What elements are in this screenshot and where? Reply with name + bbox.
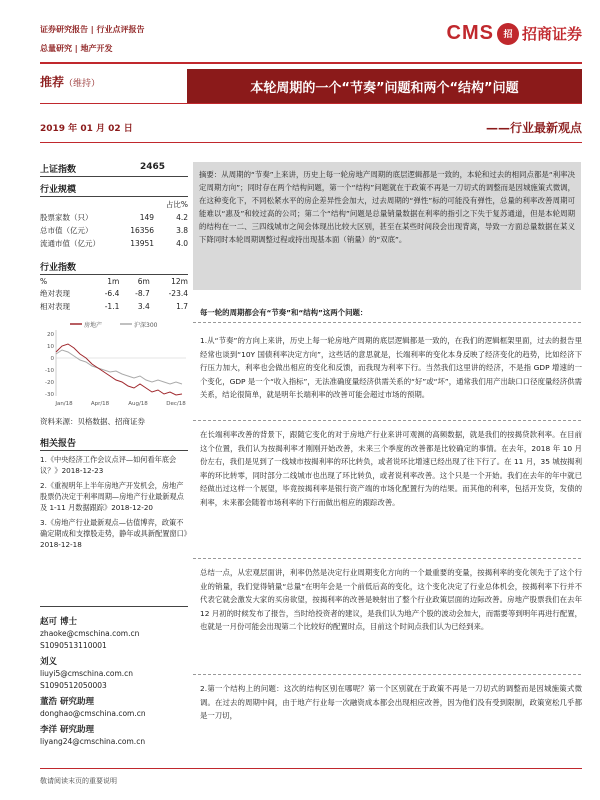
divider: [40, 450, 188, 451]
dashed-divider: [193, 322, 581, 323]
x-tick: Dec/18: [166, 401, 186, 407]
index-title: 行业指数: [40, 263, 77, 273]
analyst-email[interactable]: zhaoke@cmschina.com.cn: [40, 629, 140, 638]
related-report[interactable]: 1.《中央经济工作会议点评—如何看年底会议？》2018-12-23: [40, 455, 177, 475]
analyst-block: [40, 616, 188, 748]
scale-title: 行业规模: [40, 185, 77, 195]
y-tick: -30: [45, 392, 54, 398]
x-tick: Apr/18: [90, 401, 110, 407]
legend-realestate: 房地产: [84, 322, 103, 329]
analyst-email[interactable]: liuyi5@cmschina.com.cn: [40, 669, 134, 678]
paragraph-1: 1.从“节奏”的方向上来讲，历史上每一轮房地产周期的底层逻辑都是一致的，在我们的逻辑框架里面，过去的报告里经常也谈到“10Y 国债利率决定方向”，这些话的意思就是，长端利率的变化本身反映了经济变化的趋势，比如经济下行压力加大，利率也会做出相应的变化和反馈，而我现为利率下行。当然我们这里讲的经济，不是指 GDP 增速的一个变化，GDP 是一个“收入指标”，无法准确度量经济供需关系的“好”或“坏”，通常我们用产出缺口口径度量经济供需关系，结论很简单，就是明年长端利率的改善可能会超过市场的预期。: [200, 336, 582, 400]
cms-logo: [447, 22, 582, 45]
dashed-divider: [193, 420, 581, 421]
related-report[interactable]: 2.《重视明年上半年房地产开发机会，房地产股票仍决定于利率周期—房地产行业最新观点及 1-11 月数据跟踪》2018-12-20: [40, 481, 184, 512]
title-rule: [40, 103, 582, 104]
paragraph-4: 2.第一个结构上的问题：这次的结构区别在哪呢？第一个区别就在于政策不再是一刀切式的调整而是因城施策式微调。在过去的周期中间，由于地产行业每一次融资成本都会出现相应改善，因为他们没有受到限制，政策宽松几乎都是一刀切，: [200, 684, 582, 721]
realestate-line: [56, 344, 182, 395]
divider: [40, 196, 188, 197]
index-table: % 1m 6m 12m 绝对表现 -6.4 -8.7 -23.4 相对表现 -1.1 3.4 1.7: [40, 277, 188, 311]
chart-source: 资料来源：贝格数据、招商证券: [40, 417, 145, 426]
related-title: 相关报告: [40, 439, 77, 449]
logo-cn: 招商证券: [521, 25, 582, 43]
logo-badge-icon: 招: [497, 23, 519, 45]
y-tick: 20: [47, 332, 54, 338]
analyst-name: 李洋 研究助理: [40, 725, 94, 735]
divider: [40, 176, 188, 177]
x-tick: Aug/18: [128, 401, 148, 407]
analyst-email[interactable]: donghao@cmschina.com.cn: [40, 709, 146, 718]
question-heading: 每一轮的周期都会有“节奏”和“结构”这两个问题：: [200, 308, 368, 317]
analyst-id: S1090513110001: [40, 641, 107, 650]
divider: [40, 606, 188, 607]
header-rule: [40, 62, 582, 64]
y-tick: 10: [47, 344, 54, 350]
x-tick: Jan/18: [55, 401, 73, 407]
rating: 推荐（维持）: [40, 75, 101, 89]
hs300-line: [56, 350, 182, 384]
analyst-name: 赵可 博士: [40, 617, 77, 627]
related-report[interactable]: 3.《房地产行业最新观点—估值博弈，政策不确定期成和支撑股走势，静年或具新配置窗口》2018-12-18: [40, 518, 188, 549]
related-list: [40, 454, 188, 550]
dashed-divider: [193, 558, 581, 559]
y-tick: -10: [45, 368, 54, 374]
index-row: 上证指数 2465: [40, 162, 166, 175]
report-type: 证券研究报告 | 行业点评报告: [40, 25, 145, 34]
divider: [40, 274, 188, 275]
analyst-id: S1090512050003: [40, 681, 107, 690]
analyst-name: 董浩 研究助理: [40, 697, 94, 707]
y-tick: 0: [50, 356, 54, 362]
paragraph-3: 总结一点，从宏观层面讲，利率仍然是决定行业周期变化方向的一个最重要的变量，按揭利率的变化领先于了这个行业的销量，我们觉得销量“总量”在明年会是一个前低后高的变化，这个变化决定了行业总体机会，按揭利率下行并不代表它就会激发大家的买房欲望，按揭利率的改善是映射出了整个行业政策层面的边际改善。房地产股票我们在去年 12 月初的时候发布了报告，当时给投资者的建议，是我们认为地产个股的波动会加大，而需要等到明年再进行配置，也就是一月份可能会出现第二个比较好的配置时点，目前这个时间点我们认为已经到来。: [200, 568, 582, 632]
y-tick: -20: [45, 380, 54, 386]
footer-note: 敬请阅读末页的重要说明: [40, 777, 117, 785]
report-title: 本轮周期的一个“节奏”问题和两个“结构”问题: [187, 69, 582, 103]
report-date: 2019 年 01 月 02 日: [40, 124, 133, 134]
analyst-email[interactable]: liyang24@cmschina.com.cn: [40, 737, 146, 746]
index-chart: [40, 316, 188, 408]
report-subtitle: ——行业最新观点: [485, 121, 582, 135]
abstract-box: 摘要：从周期的“节奏”上来讲，历史上每一轮房地产周期的底层逻辑都是一致的，本轮和过去的相同点都是“利率决定周期方向”；同时存在两个结构问题，第一个“结构”问题就在于政策不再是一刀切式的调整而是因城施策式微调，在这种变化下，不同松紧水平的房企差异性会加大，过去周期的“弹性”标的可能没有弹性，总量的利率改善周期可能难以“惠及”和较过高的公司；第二个“结构”问题是总量销量数据在利率的指引之下失于复苏通道，但是本轮周期的结构在一二、三四线城市之间会体现出比较大区别，甚至在某些时间段会出现背离，导致一方面总量数据在某义下降同时本轮周期调整过程或持出现基本面（销量）的“双底”。: [193, 162, 581, 290]
report-category: 总量研究 | 地产开发: [40, 44, 113, 53]
logo-text: CMS: [446, 22, 494, 44]
scale-table: 占比% 股票家数（只） 149 4.2 总市值（亿元） 16356 3.8 流通市值（亿元） 13951 4.0: [40, 200, 188, 248]
footer-rule: [40, 768, 582, 769]
legend-hs300: 沪深300: [134, 322, 158, 329]
analyst-name: 刘义: [40, 657, 58, 667]
paragraph-2: 在长端利率改善的背景下，跟随它变化的对于房地产行业来讲可观测的高频数据，就是我们的按揭贷款利率。在目前这个位置，我们认为按揭利率才刚刚开始改善，未来三个季度的改善都是比较确定的事情。在去年，2018 年 10 月份左右，我们是见到了一线城市按揭利率的环比转负，或者说环比增速已经出现了往下行了。在 11 月，35 城按揭利率的环比转零，同时部分二线城市也出现了环比转负，或者说利率改善。这个只是一个开始。我们在去年的年中就已经做出过这样一个展望，毕竟按揭利率是银行资产端的市场化配置行为的结果。而其他的利率，包括开发贷，发债的利率，未来都会随着市场利率的下行而做出相应的跟踪改善。: [200, 430, 582, 507]
dashed-divider: [193, 674, 581, 675]
subtitle-rule: [40, 142, 582, 143]
